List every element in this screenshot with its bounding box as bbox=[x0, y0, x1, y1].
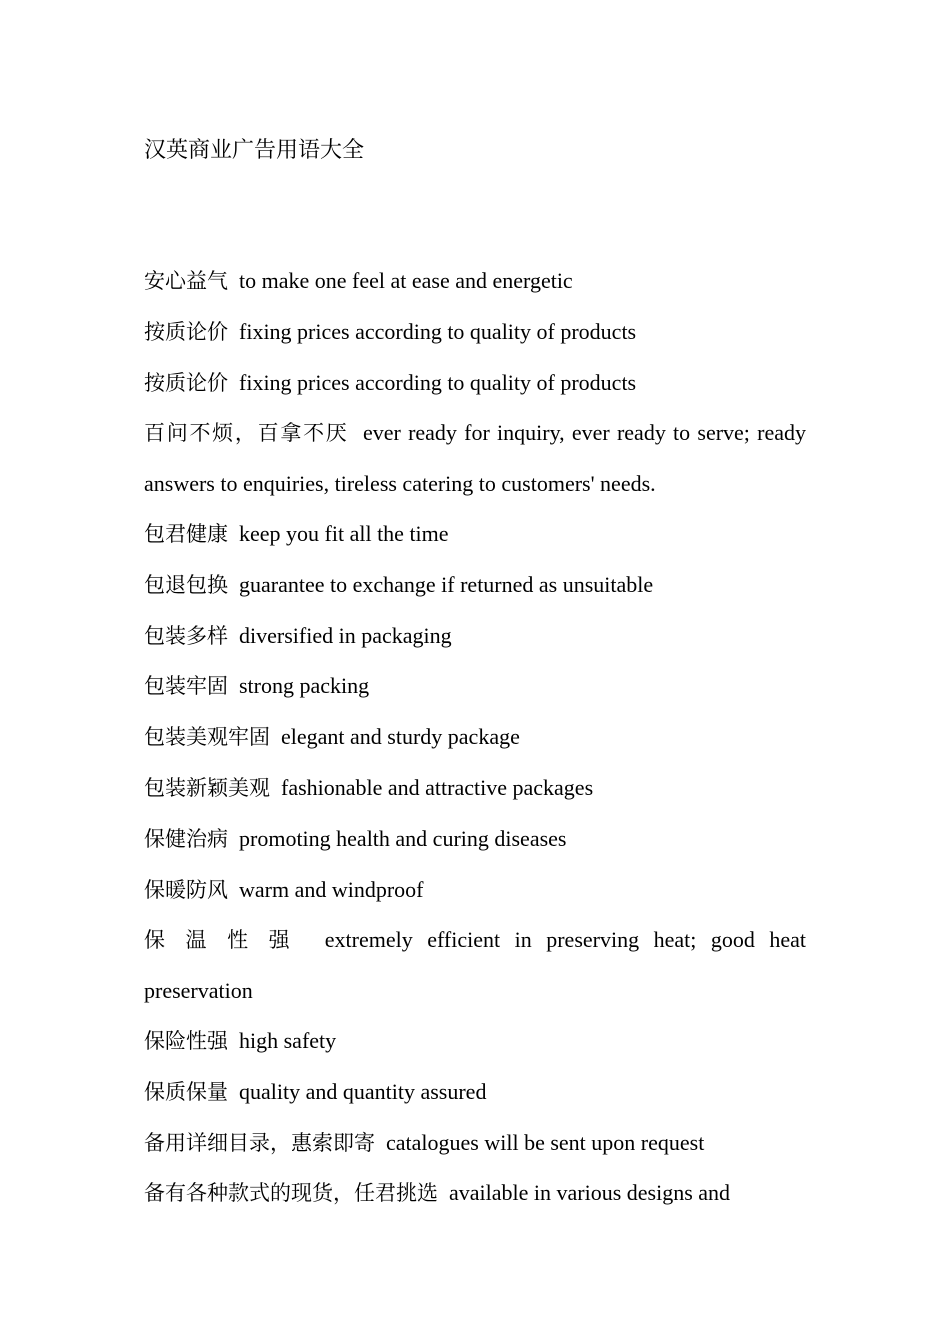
entry-chinese: 安心益气 bbox=[144, 269, 228, 293]
entry-chinese: 包装多样 bbox=[144, 623, 228, 648]
entry-item bbox=[144, 814, 806, 865]
entry-item bbox=[144, 256, 806, 307]
entry-english: to make one feel at ease and energetic bbox=[239, 268, 573, 293]
entry-chinese: 包装美观牢固 bbox=[144, 725, 270, 750]
entry-item bbox=[144, 509, 806, 560]
document-title: 汉英商业广告用语大全 bbox=[144, 138, 365, 163]
entry-item bbox=[144, 1118, 806, 1169]
entry-item bbox=[144, 408, 806, 509]
entry-english: elegant and sturdy package bbox=[281, 724, 520, 750]
entry-english: fixing prices according to quality of products bbox=[239, 369, 637, 395]
entry-english: fashionable and attractive packages bbox=[281, 774, 594, 800]
entry-chinese: 保暖防风 bbox=[144, 877, 228, 902]
entry-english: ever ready for inquiry, ever ready to serve; ready answers to enquiries, tireless catering to customers' needs. bbox=[144, 420, 807, 497]
entry-chinese: 百问不烦，百拿不厌 bbox=[144, 421, 349, 446]
entry-english: extremely efficient in preserving heat; good heat preservation bbox=[144, 927, 806, 1004]
entry-item bbox=[144, 865, 806, 916]
entry-chinese: 备有各种款式的现货，任君挑选 bbox=[144, 1181, 438, 1206]
entry-english: strong packing bbox=[239, 673, 370, 699]
entry-english: guarantee to exchange if returned as unsuitable bbox=[239, 571, 654, 597]
entry-chinese: 按质论价 bbox=[144, 370, 228, 395]
entry-chinese: 包君健康 bbox=[144, 521, 228, 546]
entry-english: high safety bbox=[239, 1027, 337, 1053]
entry-english: quality and quantity assured bbox=[239, 1078, 487, 1104]
entry-chinese: 包退包换 bbox=[144, 572, 228, 597]
entry-chinese: 包装牢固 bbox=[144, 674, 228, 699]
entry-chinese: 按质论价 bbox=[144, 319, 228, 344]
entry-item bbox=[144, 1016, 806, 1067]
entry-item bbox=[144, 611, 806, 662]
entry-english: warm and windproof bbox=[239, 876, 424, 902]
entry-list bbox=[144, 256, 806, 1219]
entry-english: catalogues will be sent upon request bbox=[386, 1129, 705, 1155]
entry-item bbox=[144, 763, 806, 814]
entry-english: keep you fit all the time bbox=[239, 520, 449, 546]
entry-english: diversified in packaging bbox=[239, 622, 452, 648]
entry-chinese: 保健治病 bbox=[144, 826, 228, 851]
entry-item bbox=[144, 1168, 806, 1219]
entry-english: promoting health and curing diseases bbox=[239, 825, 567, 851]
entry-item bbox=[144, 712, 806, 763]
entry-item bbox=[144, 560, 806, 611]
entry-item bbox=[144, 1067, 806, 1118]
entry-chinese: 保温性强 bbox=[144, 928, 311, 953]
entry-english: fixing prices according to quality of products bbox=[239, 318, 637, 344]
entry-chinese: 保质保量 bbox=[144, 1079, 228, 1104]
entry-item bbox=[144, 358, 806, 409]
entry-item bbox=[144, 661, 806, 712]
entry-english: available in various designs and bbox=[449, 1180, 731, 1206]
entry-item bbox=[144, 915, 806, 1016]
entry-item bbox=[144, 307, 806, 358]
entry-chinese: 包装新颖美观 bbox=[144, 775, 270, 800]
entry-chinese: 保险性强 bbox=[144, 1028, 228, 1053]
entry-chinese: 备用详细目录，惠索即寄 bbox=[144, 1130, 375, 1155]
